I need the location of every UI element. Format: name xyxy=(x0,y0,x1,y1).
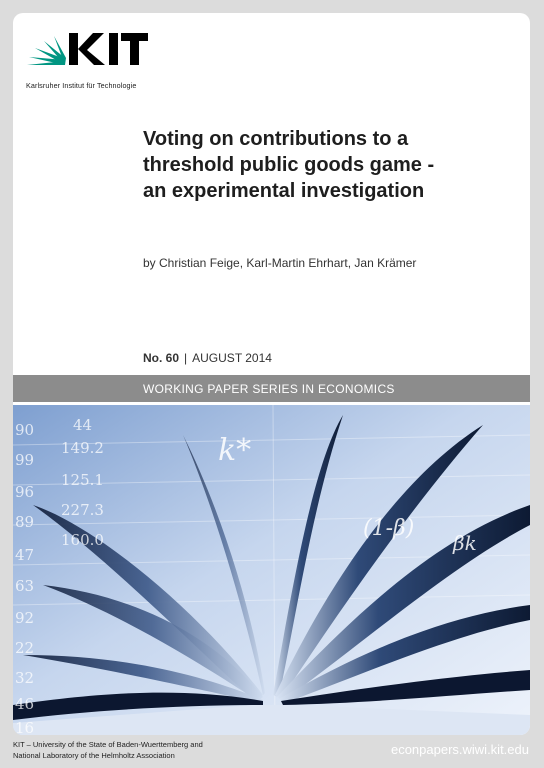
issue-number: No. 60 xyxy=(143,351,180,365)
footer-url[interactable]: econpapers.wiwi.kit.edu xyxy=(390,742,529,757)
hero-formula: k* xyxy=(218,433,252,468)
issue-date: AUGUST 2014 xyxy=(192,351,272,365)
hero-number: 99 xyxy=(15,451,35,469)
hero-number: 125.1 xyxy=(61,471,104,489)
footer-affiliation xyxy=(13,739,243,761)
kit-logo-subtitle: Karlsruher Institut für Technologie xyxy=(26,81,137,90)
issue-separator: | xyxy=(184,351,188,365)
hero-number: 89 xyxy=(15,513,35,531)
hero-number: 227.3 xyxy=(61,501,104,519)
paper-title: Voting on contributions to a threshold public goods game - an experimental investigation xyxy=(143,128,435,202)
series-label: WORKING PAPER SERIES IN ECONOMICS xyxy=(143,382,395,396)
kit-logo-icon xyxy=(25,25,150,79)
hero-book-image xyxy=(13,405,530,735)
hero-number: 149.2 xyxy=(61,439,104,457)
book-illustration xyxy=(13,405,530,735)
series-banner xyxy=(13,375,530,402)
hero-formula: (1-β) xyxy=(363,516,415,541)
footer-affiliation-line1: KIT – University of the State of Baden-Wuerttemberg and xyxy=(13,740,203,749)
hero-number: 22 xyxy=(15,639,35,657)
hero-number: 46 xyxy=(15,695,35,713)
hero-formula: βk xyxy=(453,531,477,555)
hero-number: 47 xyxy=(15,546,35,564)
hero-number: 16 xyxy=(15,719,35,735)
issue-line xyxy=(143,351,272,365)
hero-number: 96 xyxy=(15,483,35,501)
hero-number: 160.0 xyxy=(61,531,104,549)
hero-number: 63 xyxy=(15,577,35,595)
hero-number: 92 xyxy=(15,609,35,627)
hero-number: 44 xyxy=(73,416,93,434)
footer-affiliation-line2: National Laboratory of the Helmholtz Association xyxy=(13,751,175,760)
kit-logo xyxy=(25,25,150,90)
hero-number: 90 xyxy=(15,421,35,439)
cover-card xyxy=(13,13,530,735)
paper-authors: by Christian Feige, Karl-Martin Ehrhart, Jan Krämer xyxy=(143,256,417,270)
hero-number: 32 xyxy=(15,669,35,687)
